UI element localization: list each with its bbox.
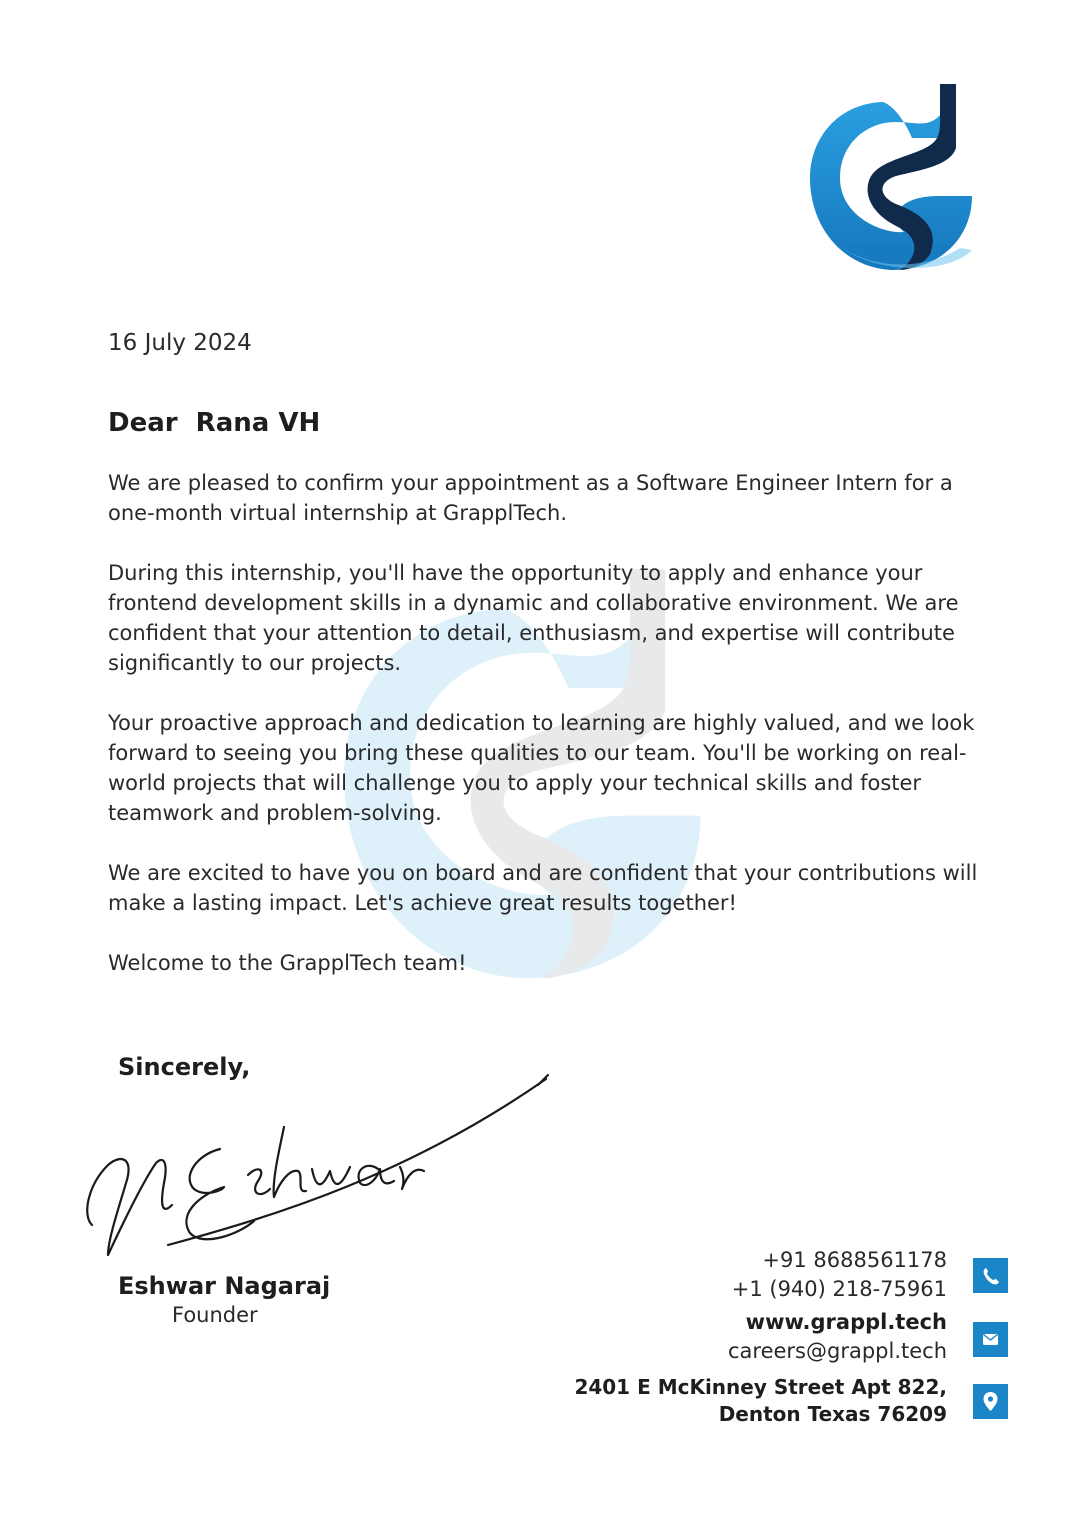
mail-icon	[973, 1322, 1008, 1357]
email-link[interactable]: careers@grappl.tech	[727, 1339, 947, 1363]
phone-india[interactable]: +91 8688561178	[762, 1248, 947, 1272]
contact-web	[728, 1308, 947, 1366]
handwritten-signature	[78, 1065, 558, 1265]
paragraph-welcome-aboard: We are excited to have you on board and are confident that your contributions will make a lasting impact. Let's achieve great results together!	[108, 861, 978, 915]
paragraph-appointment: We are pleased to confirm your appointment as a Software Engineer Intern for a one-month virtual internship at GrapplTech.	[108, 471, 953, 525]
contact-address	[574, 1374, 947, 1428]
letter-date: 16 July 2024	[108, 330, 252, 356]
address-line-1: 2401 E McKinney Street Apt 822,	[574, 1375, 947, 1399]
phone-us[interactable]: +1 (940) 218-75961	[731, 1277, 947, 1301]
signer-title: Founder	[172, 1303, 258, 1327]
phone-icon	[973, 1258, 1008, 1293]
website-link[interactable]: www.grappl.tech	[745, 1310, 947, 1334]
contact-phones	[732, 1246, 947, 1304]
company-logo	[800, 78, 975, 273]
location-pin-icon	[973, 1384, 1008, 1419]
salutation: Dear Rana VH	[108, 408, 321, 438]
paragraph-internship: During this internship, you'll have the opportunity to apply and enhance your frontend development skills in a dynamic and collaborative environment. We are confident that your attention to detail, enthusiasm, and expertise will contribute significantly to our projects.	[108, 561, 959, 675]
address-line-2: Denton Texas 76209	[718, 1402, 947, 1426]
letter-body	[108, 330, 988, 1008]
paragraph-expectations: Your proactive approach and dedication to learning are highly valued, and we look forward to seeing you bring these qualities to our team. You'll be working on real-world projects that will challenge you to apply your technical skills and foster teamwork and problem-solving.	[108, 711, 975, 825]
paragraph-team-welcome: Welcome to the GrapplTech team!	[108, 951, 467, 975]
closing: Sincerely,	[118, 1053, 251, 1081]
signer-name: Eshwar Nagaraj	[118, 1272, 331, 1300]
